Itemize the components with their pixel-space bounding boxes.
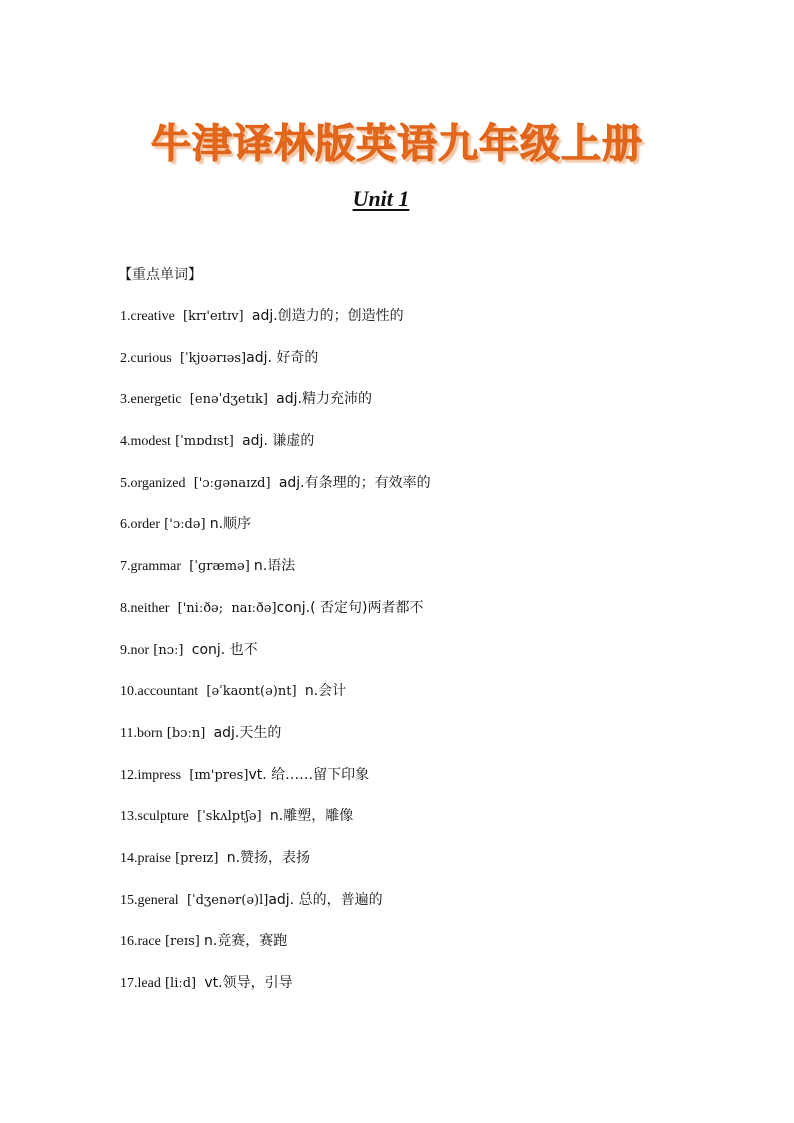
vocab-number: 6. (120, 517, 131, 533)
vocab-definition: n.雕塑，雕像 (269, 808, 354, 825)
vocab-phonetic: ['ɔːdə] (160, 517, 210, 533)
vocab-definition: n.语法 (253, 558, 296, 575)
vocab-item (120, 806, 431, 848)
vocab-item (120, 306, 431, 348)
vocab-item (120, 473, 431, 515)
vocab-number: 7. (120, 559, 131, 575)
vocab-number: 12. (120, 767, 138, 783)
vocab-definition: adj. 总的，普遍的 (268, 891, 383, 908)
vocab-item (120, 723, 431, 765)
vocab-word: accountant (137, 684, 199, 700)
section-label-key-words: 【重点单词】 (118, 267, 202, 283)
vocab-item (120, 848, 431, 890)
vocab-number: 3. (120, 392, 131, 408)
vocab-word: lead (137, 976, 161, 991)
vocab-phonetic: [ˈmɒdɪst] (170, 434, 243, 450)
vocab-word: born (136, 725, 163, 741)
vocab-word: praise (137, 850, 171, 866)
vocab-item (120, 765, 431, 807)
vocab-definition: conj.( 否定句)两者都不 (276, 599, 424, 616)
vocab-number: 11. (120, 725, 137, 741)
vocab-number: 9. (120, 642, 131, 658)
vocab-number: 5. (120, 475, 131, 491)
vocab-phonetic: [ˈkjʊərɪəs] (171, 350, 247, 366)
vocab-phonetic: [ˈskʌlptʃə] (188, 809, 270, 825)
vocab-definition: adj.精力充沛的 (276, 391, 372, 408)
vocab-phonetic: [əˈkaʊnt(ə)nt] (198, 684, 305, 700)
vocab-number: 17. (120, 976, 138, 991)
vocab-word: creative (130, 309, 175, 324)
vocab-word: energetic (130, 392, 182, 408)
vocab-word: order (130, 517, 161, 533)
vocab-definition: n.顺序 (209, 516, 252, 533)
vocab-word: grammar (130, 559, 182, 575)
vocab-item (120, 389, 431, 431)
vocab-number: 15. (120, 892, 138, 908)
vocab-phonetic: [bɔːn] (162, 725, 214, 741)
vocab-number: 13. (120, 809, 138, 825)
vocab-phonetic: [reɪs] (160, 934, 204, 950)
vocab-definition: n.竞赛，赛跑 (203, 933, 288, 950)
vocab-phonetic: [ˈɡræmə] (181, 559, 254, 575)
vocab-number: 8. (120, 600, 131, 616)
vocab-phonetic: [liːd] (160, 976, 205, 991)
unit-heading: Unit 1 (352, 186, 410, 211)
vocab-item (120, 640, 431, 682)
vocab-number: 2. (120, 350, 131, 366)
vocab-word: modest (130, 434, 171, 450)
vocab-definition: vt. 给……留下印象 (248, 766, 370, 783)
vocab-word: sculpture (137, 809, 189, 825)
vocab-word: organized (130, 475, 186, 491)
vocab-phonetic: [krɪ'eɪtɪv] (174, 309, 252, 324)
vocab-phonetic: [ˈdʒenər(ə)l] (178, 892, 269, 908)
vocab-definition: n.会计 (304, 683, 347, 700)
vocab-word: curious (130, 350, 172, 366)
vocab-definition: adj.创造力的；创造性的 (251, 308, 404, 324)
vocab-item (120, 681, 431, 723)
vocab-definition: n.赞扬，表扬 (226, 849, 311, 866)
vocab-number: 16. (120, 934, 138, 950)
vocab-item (120, 973, 431, 1015)
vocab-word: impress (137, 767, 182, 783)
vocab-number: 10. (120, 684, 138, 700)
vocab-item (120, 556, 431, 598)
vocab-word: neither (130, 600, 170, 616)
vocab-definition: adj.天生的 (213, 724, 282, 741)
document-title: 牛津译林版英语九年级上册 (151, 121, 643, 167)
vocab-phonetic: [enəˈdʒetɪk] (181, 392, 277, 408)
vocab-item (120, 890, 431, 932)
vocab-definition: adj.有条理的；有效率的 (278, 474, 431, 491)
vocab-definition: conj. 也不 (191, 641, 258, 658)
vocab-item (120, 598, 431, 640)
vocab-phonetic: [preɪz] (170, 850, 227, 866)
vocab-definition: vt.领导，引导 (204, 975, 293, 991)
vocab-word: race (137, 934, 161, 950)
vocab-definition: adj. 谦虚的 (242, 433, 315, 450)
vocab-phonetic: ['niːðə; naɪːðə] (169, 600, 277, 616)
vocab-phonetic: [nɔː] (149, 642, 192, 658)
vocab-phonetic: [ɪm'pres] (181, 767, 249, 783)
vocab-item (120, 431, 431, 473)
vocab-word: general (137, 892, 179, 908)
vocab-item (120, 514, 431, 556)
vocab-phonetic: ['ɔːɡənaɪzd] (185, 475, 279, 491)
vocab-number: 4. (120, 434, 131, 450)
vocab-definition: adj. 好奇的 (246, 349, 319, 366)
vocab-number: 14. (120, 850, 138, 866)
vocab-item (120, 931, 431, 973)
vocab-list (120, 306, 431, 1015)
vocab-word: nor (130, 642, 150, 658)
vocab-number: 1. (120, 309, 131, 324)
vocab-item (120, 348, 431, 390)
